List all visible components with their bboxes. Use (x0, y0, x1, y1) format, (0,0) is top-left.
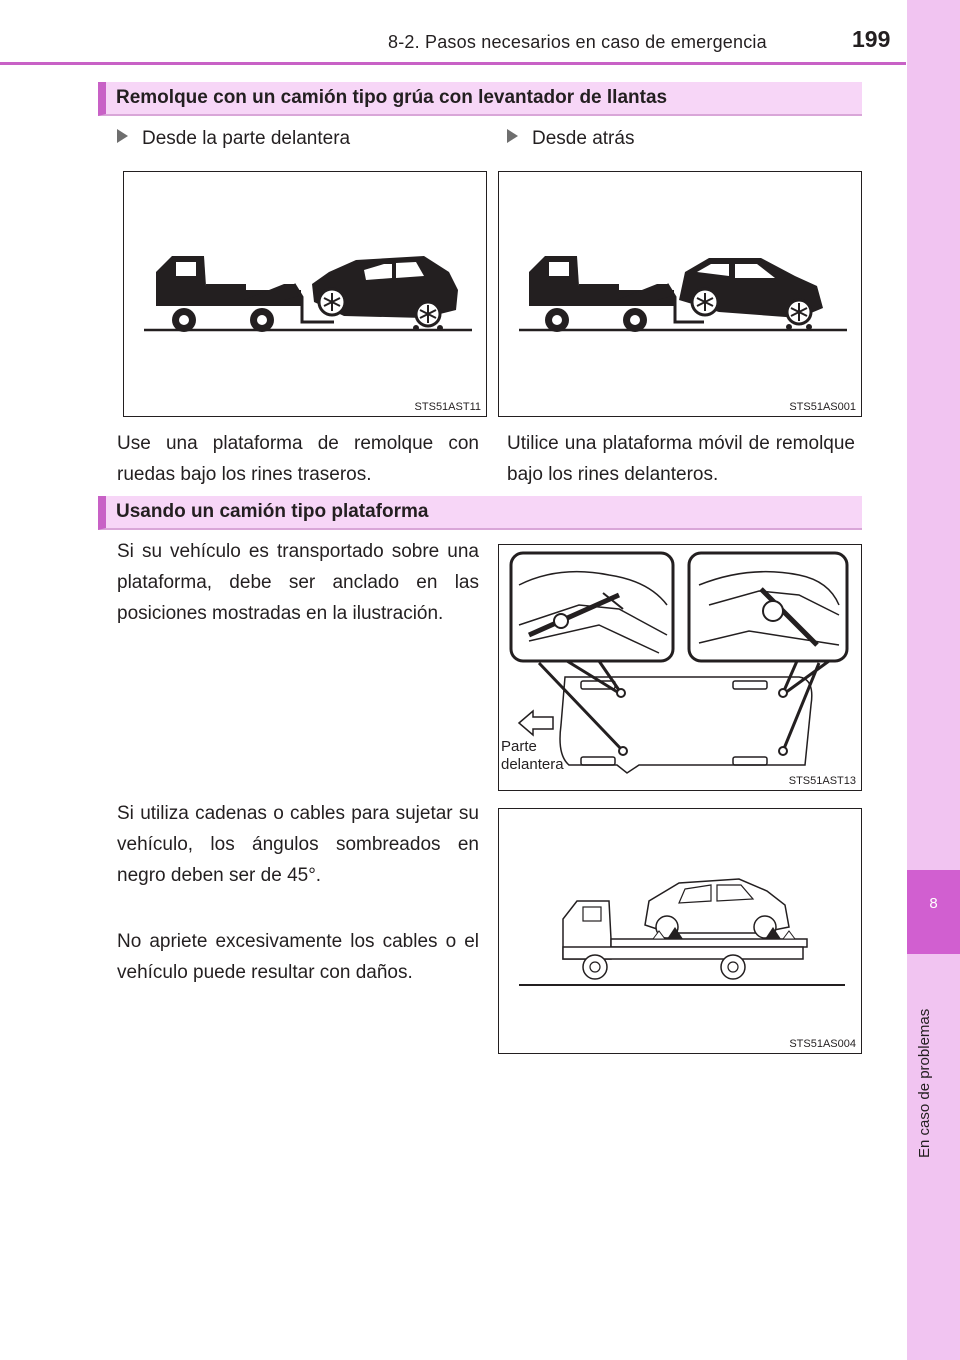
section-heading-text: Usando un camión tipo plataforma (116, 501, 429, 522)
chapter-label: En caso de problemas (916, 1008, 933, 1158)
subheading-rear-text: Desde atrás (532, 128, 635, 149)
figure-code: STS51AS004 (789, 1038, 856, 1050)
front-label-line2: delantera (501, 756, 564, 773)
tow-truck-rear-illustration (499, 172, 861, 416)
chapter-tab (907, 870, 960, 954)
tow-truck-front-illustration (124, 172, 486, 416)
triangle-bullet-icon (507, 129, 518, 143)
figure-code: STS51AST13 (788, 775, 856, 787)
paragraph-flatbed-anchoring: Si su vehículo es transportado sobre una plataforma, debe ser anclado en las posiciones mostradas en la ilustración. (117, 541, 479, 624)
section-heading-text: Remolque con un camión tipo grúa con levantador de llantas (116, 87, 668, 108)
figure-tow-from-front (123, 171, 487, 417)
flatbed-truck-illustration (499, 809, 861, 1053)
figure-code: STS51AST11 (414, 401, 481, 413)
figure-code: STS51AS001 (789, 401, 856, 413)
side-tab-upper (907, 0, 960, 870)
subheading-front-text: Desde la parte delantera (142, 128, 351, 149)
chapter-number: 8 (929, 895, 938, 912)
figure-tow-from-rear (498, 171, 862, 417)
subheading-front (117, 128, 350, 150)
section-heading-wheel-lift (98, 82, 862, 116)
front-label-line1: Parte (501, 738, 537, 755)
paragraph-cables-warning: No apriete excesivamente los cables o el vehículo puede resultar con daños. (117, 931, 479, 983)
subheading-rear (507, 128, 634, 150)
tie-down-illustration (499, 545, 861, 790)
running-header-title: 8-2. Pasos necesarios en caso de emergencia (388, 32, 767, 52)
paragraph-front-instructions: Use una plataforma de remolque con ruedas bajo los rines traseros. (117, 433, 479, 485)
paragraph-chains-angle: Si utiliza cadenas o cables para sujetar su vehículo, los ángulos sombreados en negro deben ser de 45°. (117, 803, 479, 886)
figure-tie-down-points (498, 544, 862, 791)
section-heading-flatbed (98, 496, 862, 530)
figure-flatbed-truck (498, 808, 862, 1054)
paragraph-rear-instructions: Utilice una plataforma móvil de remolque bajo los rines delanteros. (507, 433, 855, 485)
header-rule (0, 62, 906, 65)
page-number: 199 (852, 26, 891, 52)
triangle-bullet-icon (117, 129, 128, 143)
